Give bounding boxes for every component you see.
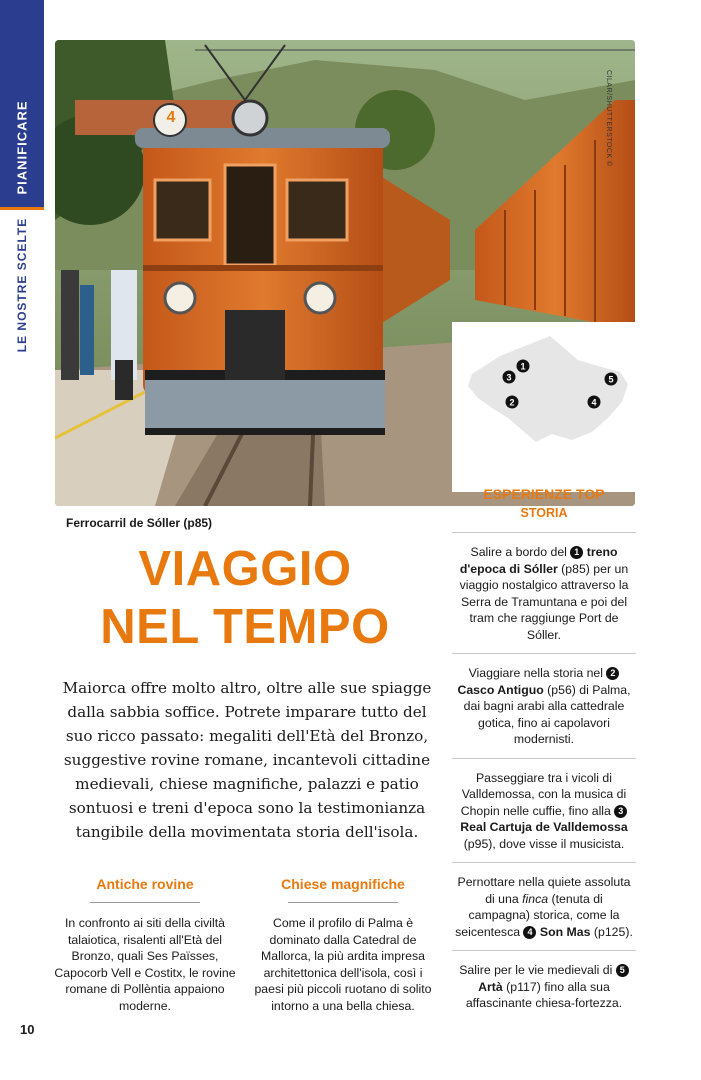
column-text: In confronto ai siti della civiltà talaiotica, risalenti all'Età del Bronzo, quali Ses Païsses, Capocorb Vell e Costitx, le rovine romane di Pollèntia appaiono moderne. xyxy=(54,916,236,1013)
svg-text:5: 5 xyxy=(608,374,614,385)
mallorca-outline xyxy=(468,336,628,442)
column-title: Chiese magnifiche xyxy=(281,876,405,892)
experience-item: Salire a bordo del 1 treno d'epoca di Sóller (p85) per un viaggio nostalgico attraverso la Serra de Tramuntana e poi del tram che raggiunge Port de Sóller. xyxy=(452,532,636,653)
photo-caption: Ferrocarril de Sóller (p85) xyxy=(66,516,213,530)
experience-highlight: Casco Antiguo xyxy=(457,682,544,697)
number-badge: 4 xyxy=(523,926,536,939)
headline-line-2: NEL TEMPO xyxy=(100,600,390,654)
experience-highlight: Real Cartuja de Valldemossa xyxy=(460,820,628,834)
column-divider xyxy=(288,902,398,903)
experience-highlight: treno d'epoca di Sóller xyxy=(459,545,618,576)
experience-item: Viaggiare nella storia nel 2 Casco Antiguo (p56) di Palma, dai bagni arabi alla cattedrale gotica, fino ai capolavori modernisti. xyxy=(452,653,636,758)
experience-item: Salire per le vie medievali di 5 Artà (p117) fino alla sua affascinante chiesa-fortezza. xyxy=(452,950,636,1022)
photo-credit: CILAR/SHUTTERSTOCK © xyxy=(605,70,612,167)
experiences-subtitle: STORIA xyxy=(520,506,568,520)
column-divider xyxy=(90,902,200,903)
svg-text:4: 4 xyxy=(591,397,597,408)
island-map xyxy=(452,322,636,492)
experiences-title: ESPERIENZE TOP xyxy=(483,486,605,502)
page-headline xyxy=(60,540,430,656)
experience-item: Passeggiare tra i vicoli di Valldemossa, con la musica di Chopin nelle cuffie, fino alla 3 Real Cartuja de Valldemossa (p95), dove visse il musicista. xyxy=(452,758,636,863)
photo-number-badge: 4 xyxy=(166,109,176,126)
experience-item: Pernottare nella quiete assoluta di una finca (tenuta di campagna) storica, come la seicentesca 4 Son Mas (p125). xyxy=(452,862,636,950)
headline-line-1: VIAGGIO xyxy=(138,542,352,596)
svg-text:2: 2 xyxy=(509,397,515,408)
column-text: Come il profilo di Palma è dominato dalla Catedral de Mallorca, la più ardita impresa architettonica dell'isola, così i paesi più piccoli ruotano di solito intorno a una bella chiesa. xyxy=(254,916,432,1013)
page-number: 10 xyxy=(20,1022,35,1037)
column-ancient-ruins xyxy=(50,876,240,1014)
number-badge: 5 xyxy=(616,964,629,977)
experiences-list xyxy=(452,532,636,1022)
svg-text:1: 1 xyxy=(520,361,526,372)
subsection-tab-label: LE NOSTRE SCELTE xyxy=(15,217,29,353)
tab-divider xyxy=(0,207,44,210)
column-title: Antiche rovine xyxy=(96,876,194,892)
number-badge: 1 xyxy=(570,546,583,559)
svg-text:3: 3 xyxy=(506,372,512,383)
experience-highlight: Artà xyxy=(478,979,503,994)
number-badge: 3 xyxy=(614,805,627,818)
experience-highlight: Son Mas xyxy=(539,924,591,939)
lead-paragraph: Maiorca offre molto altro, oltre alle sue spiagge dalla sabbia soffice. Potrete imparare tutto del suo ricco passato: megaliti dell'Età del Bronzo, suggestive rovine romane, incantevoli cittadine medievali, chiese magnifiche, palazzi e patio sontuosi e treni d'epoca sono la testimonianza tangibile della movimentata storia dell'isola. xyxy=(62,679,432,841)
column-churches xyxy=(248,876,438,1014)
number-badge: 2 xyxy=(606,667,619,680)
section-tab-label: PIANIFICARE xyxy=(14,100,30,195)
